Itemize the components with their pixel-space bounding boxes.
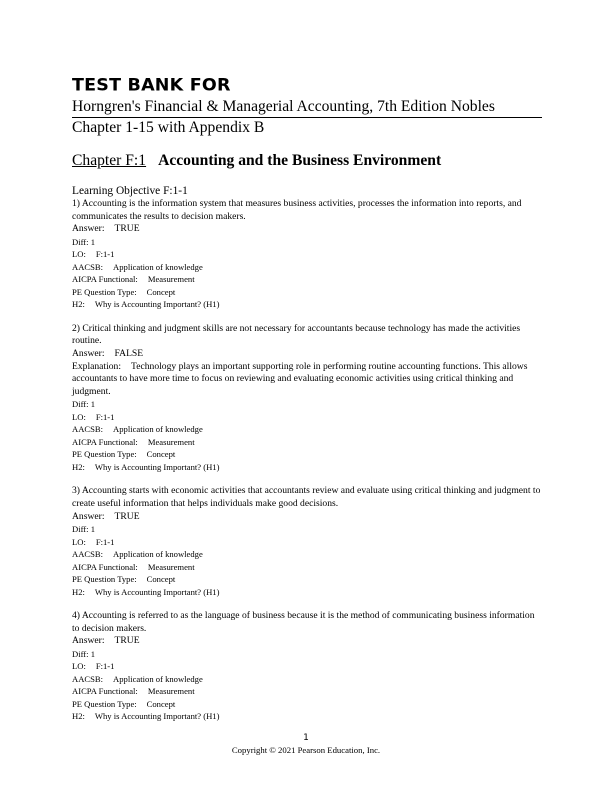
copyright-notice: Copyright © 2021 Pearson Education, Inc. bbox=[231, 745, 381, 755]
difficulty-value: Diff: 1 bbox=[72, 524, 95, 535]
aicpa-line bbox=[72, 561, 542, 574]
aicpa-label: AICPA Functional: bbox=[72, 686, 138, 697]
h2-label: H2: bbox=[72, 586, 85, 597]
pe-type-value: Concept bbox=[146, 286, 176, 297]
explanation-text: Technology plays an important supporting role in performing routine accounting functions. This allows accountants to have more time to focus on reviewing and evaluating economic activities using critical thinking and judgment. bbox=[72, 360, 528, 397]
pe-type-line bbox=[72, 573, 542, 586]
difficulty-line bbox=[72, 398, 542, 411]
pe-type-label: PE Question Type: bbox=[72, 286, 137, 297]
learning-objective-heading: Learning Objective F:1-1 bbox=[72, 185, 188, 197]
answer-label: Answer: bbox=[72, 635, 105, 647]
aacsb-label: AACSB: bbox=[72, 261, 104, 272]
book-title: Horngren's Financial & Managerial Accounting, 7th Edition Nobles bbox=[72, 98, 495, 115]
question-item bbox=[72, 323, 542, 474]
pe-type-line bbox=[72, 698, 542, 711]
answer-label: Answer: bbox=[72, 347, 105, 359]
lo-line bbox=[72, 248, 542, 261]
aacsb-label: AACSB: bbox=[72, 549, 104, 560]
pe-type-line bbox=[72, 286, 542, 299]
aacsb-value: Application of knowledge bbox=[113, 673, 203, 684]
lo-value: F:1-1 bbox=[95, 661, 115, 672]
h2-label: H2: bbox=[72, 711, 85, 722]
question-text-body: 4) Accounting is referred to as the language of business because it is the method of communicating business information to decision makers. bbox=[72, 610, 535, 634]
h2-value: Why is Accounting Important? (H1) bbox=[94, 461, 220, 472]
difficulty-line bbox=[72, 523, 542, 536]
aacsb-label: AACSB: bbox=[72, 424, 104, 435]
test-bank-title: TEST BANK FOR bbox=[72, 76, 231, 95]
answer-label: Answer: bbox=[72, 510, 105, 522]
lo-value: F:1-1 bbox=[95, 411, 115, 422]
lo-label: LO: bbox=[72, 536, 86, 547]
question-text bbox=[72, 198, 542, 223]
difficulty-value: Diff: 1 bbox=[72, 399, 95, 410]
aacsb-value: Application of knowledge bbox=[113, 424, 203, 435]
aacsb-value: Application of knowledge bbox=[113, 549, 203, 560]
aicpa-label: AICPA Functional: bbox=[72, 561, 138, 572]
difficulty-line bbox=[72, 648, 542, 661]
h2-value: Why is Accounting Important? (H1) bbox=[94, 299, 220, 310]
explanation-label: Explanation: bbox=[72, 360, 122, 372]
h2-value: Why is Accounting Important? (H1) bbox=[94, 711, 220, 722]
answer-line bbox=[72, 635, 542, 648]
aacsb-label: AACSB: bbox=[72, 673, 104, 684]
chapter-name: Accounting and the Business Environment bbox=[158, 152, 442, 169]
answer-value: TRUE bbox=[114, 635, 140, 647]
question-text bbox=[72, 485, 542, 510]
pe-type-value: Concept bbox=[146, 574, 176, 585]
lo-line bbox=[72, 536, 542, 549]
h2-value: Why is Accounting Important? (H1) bbox=[94, 586, 220, 597]
question-item bbox=[72, 610, 542, 723]
aicpa-label: AICPA Functional: bbox=[72, 274, 138, 285]
pe-type-value: Concept bbox=[146, 449, 176, 460]
explanation-line bbox=[72, 361, 542, 399]
question-text-body: 1) Accounting is the information system that measures business activities, processes the information into reports, and communicates the results to decision makers. bbox=[72, 198, 522, 222]
aicpa-value: Measurement bbox=[147, 561, 195, 572]
aicpa-value: Measurement bbox=[147, 436, 195, 447]
aacsb-line bbox=[72, 423, 542, 436]
question-text bbox=[72, 610, 542, 635]
chapter-number: Chapter F:1 bbox=[72, 152, 147, 169]
h2-line bbox=[72, 586, 542, 599]
answer-line bbox=[72, 511, 542, 524]
question-list bbox=[72, 198, 542, 723]
difficulty-value: Diff: 1 bbox=[72, 236, 95, 247]
chapters-line: Chapter 1-15 with Appendix B bbox=[72, 119, 265, 136]
pe-type-label: PE Question Type: bbox=[72, 698, 137, 709]
question-item bbox=[72, 198, 542, 311]
aicpa-line bbox=[72, 436, 542, 449]
aacsb-value: Application of knowledge bbox=[113, 261, 203, 272]
lo-line bbox=[72, 660, 542, 673]
aicpa-value: Measurement bbox=[147, 274, 195, 285]
lo-value: F:1-1 bbox=[95, 249, 115, 260]
answer-value: FALSE bbox=[114, 347, 144, 359]
aicpa-value: Measurement bbox=[147, 686, 195, 697]
h2-line bbox=[72, 298, 542, 311]
question-item bbox=[72, 485, 542, 598]
chapter-heading bbox=[72, 151, 542, 171]
lo-line bbox=[72, 411, 542, 424]
lo-value: F:1-1 bbox=[95, 536, 115, 547]
difficulty-line bbox=[72, 236, 542, 249]
question-text-body: 2) Critical thinking and judgment skills are not necessary for accountants because technology has made the activities routine. bbox=[72, 322, 521, 347]
document-page bbox=[72, 76, 542, 735]
pe-type-label: PE Question Type: bbox=[72, 574, 137, 585]
aacsb-line bbox=[72, 548, 542, 561]
aacsb-line bbox=[72, 261, 542, 274]
answer-value: TRUE bbox=[114, 223, 140, 235]
page-number: 1 bbox=[303, 733, 309, 743]
aacsb-line bbox=[72, 673, 542, 686]
answer-line bbox=[72, 223, 542, 236]
aicpa-line bbox=[72, 685, 542, 698]
h2-label: H2: bbox=[72, 461, 85, 472]
pe-type-value: Concept bbox=[146, 698, 176, 709]
answer-value: TRUE bbox=[114, 510, 140, 522]
aicpa-line bbox=[72, 273, 542, 286]
h2-line bbox=[72, 461, 542, 474]
difficulty-value: Diff: 1 bbox=[72, 648, 95, 659]
lo-label: LO: bbox=[72, 249, 86, 260]
h2-label: H2: bbox=[72, 299, 85, 310]
answer-line bbox=[72, 348, 542, 361]
pe-type-label: PE Question Type: bbox=[72, 449, 137, 460]
lo-label: LO: bbox=[72, 411, 86, 422]
h2-line bbox=[72, 710, 542, 723]
question-text bbox=[72, 323, 542, 348]
aicpa-label: AICPA Functional: bbox=[72, 436, 138, 447]
pe-type-line bbox=[72, 448, 542, 461]
answer-label: Answer: bbox=[72, 223, 105, 235]
lo-label: LO: bbox=[72, 661, 86, 672]
question-text-body: 3) Accounting starts with economic activities that accountants review and evaluate using critical thinking and judgment to create useful information that helps individuals make good decisions. bbox=[72, 485, 541, 509]
